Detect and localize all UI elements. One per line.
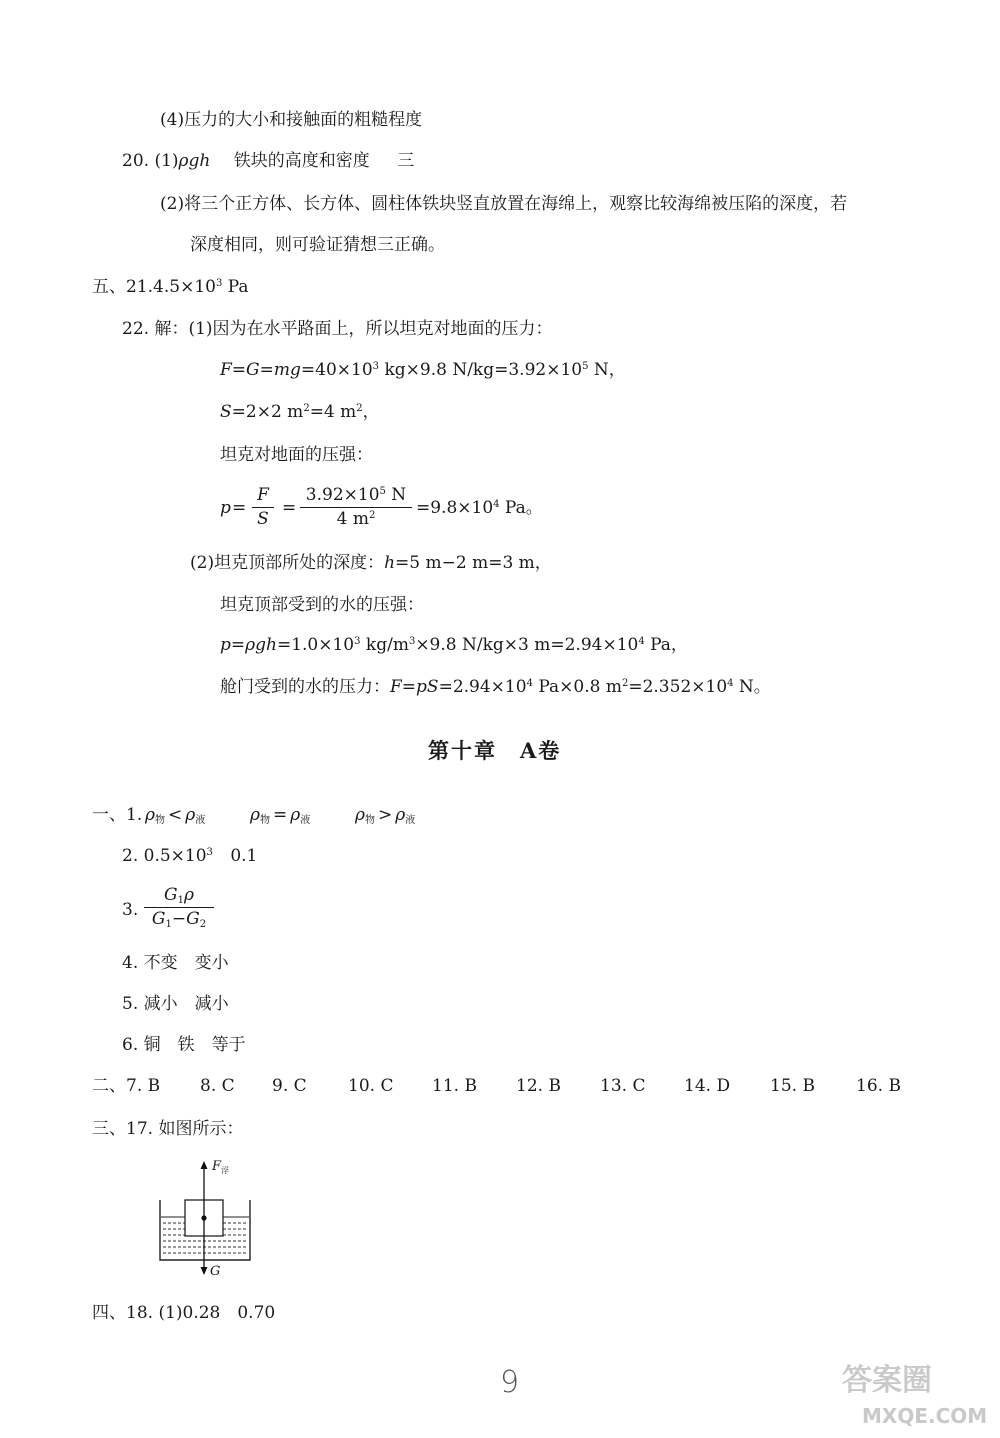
fraction-answer-3 xyxy=(144,886,214,928)
formula-text: =40×10 xyxy=(300,360,373,380)
fraction-bar xyxy=(300,507,412,508)
var-rho-g-h: ρgh xyxy=(245,635,277,655)
exponent: 2 xyxy=(356,403,363,414)
answer-21-value: 五、21.4.5×10 xyxy=(92,277,216,297)
formula-text: Pa×0.8 m xyxy=(532,677,622,697)
pressure-label xyxy=(220,447,373,464)
var-p: p xyxy=(220,635,231,655)
gravity-arrowhead xyxy=(201,1267,208,1275)
subscript: 液 xyxy=(300,815,311,826)
watermark-url: MXQE.COM xyxy=(862,1404,988,1428)
subscript: 浮 xyxy=(221,1166,230,1175)
exponent: 3 xyxy=(408,636,416,647)
question-number-1: 一、1. xyxy=(92,805,143,825)
water-pressure-label-text: 坦克顶部受到的水的压强： xyxy=(220,595,424,615)
answer-21 xyxy=(92,279,249,296)
formula-area xyxy=(220,404,380,421)
sub-label: (1) xyxy=(154,151,179,171)
answer-2 xyxy=(122,848,257,865)
var-G: G xyxy=(151,908,166,929)
buoyancy-arrowhead xyxy=(201,1161,208,1169)
chapter-title: 第十章 A卷 xyxy=(428,738,562,763)
subscript: 2 xyxy=(199,918,207,930)
answer-12: 12. B xyxy=(516,1076,561,1096)
fraction-denominator xyxy=(300,510,412,529)
var-F: F xyxy=(390,677,402,697)
var-p: p xyxy=(220,498,231,518)
question-number-20: 20. xyxy=(122,151,150,171)
formula-force xyxy=(220,362,626,379)
formula-text: Pa， xyxy=(644,635,688,655)
formula-text: ， xyxy=(362,402,380,422)
exponent: 4 xyxy=(493,499,500,510)
exponent: 5 xyxy=(379,486,386,497)
subscript: 物 xyxy=(365,815,375,826)
answer-16: 16. B xyxy=(856,1076,901,1096)
subscript: 1 xyxy=(165,918,172,930)
equals: = xyxy=(231,360,247,380)
answer-22-2-value: =5 m−2 m=3 m， xyxy=(395,553,552,573)
var-rho: ρ xyxy=(290,805,301,825)
equals: = xyxy=(401,677,417,697)
answer-text: 铁块的高度和密度 xyxy=(233,151,370,171)
unit: Pa xyxy=(222,277,249,297)
fraction-numerator xyxy=(300,486,412,505)
var-rho: ρ xyxy=(395,805,406,825)
relation-greater xyxy=(355,807,415,824)
answer-20-2-cont-text: 深度相同，则可验证猜想三正确。 xyxy=(190,235,445,255)
exponent: 2 xyxy=(621,678,629,689)
answer-20-2 xyxy=(160,196,847,213)
fraction-denominator xyxy=(144,910,214,929)
fraction-denominator: S xyxy=(257,508,269,529)
water-pressure-label xyxy=(220,597,424,614)
formula-rho-g-h: ρgh xyxy=(178,151,211,171)
exponent: 2 xyxy=(368,509,376,521)
formula-hatch-force xyxy=(220,679,771,696)
gravity-label: G xyxy=(210,1264,221,1279)
answer-8: 8. C xyxy=(200,1076,235,1096)
operator: > xyxy=(378,805,393,825)
var-G: G xyxy=(186,908,200,929)
var-pS: pS xyxy=(416,677,439,697)
numerator-unit: N xyxy=(385,485,407,505)
var-rho: ρ xyxy=(250,805,260,825)
formula-text: =2.94×10 xyxy=(438,677,527,697)
var-rho: ρ xyxy=(183,885,194,905)
var-G: G xyxy=(246,360,260,380)
operator: = xyxy=(273,805,288,825)
formula-text: N， xyxy=(588,360,626,380)
answer-9: 9. C xyxy=(272,1076,307,1096)
answer-19-4-text: (4)压力的大小和接触面的粗糙程度 xyxy=(160,110,423,130)
operator: < xyxy=(168,805,183,825)
subscript: 1 xyxy=(177,895,184,906)
formula-text: =2×2 m xyxy=(231,402,304,422)
var-rho: ρ xyxy=(145,805,155,825)
exponent: 5 xyxy=(582,361,589,372)
answer-7: 二、7. B xyxy=(92,1076,161,1096)
fraction-values xyxy=(300,486,412,528)
relation-less xyxy=(145,807,205,824)
exponent: 3 xyxy=(354,636,361,647)
equals: = xyxy=(230,635,246,655)
answer-20-2-text: (2)将三个正方体、长方体、圆柱体铁块竖直放置在海绵上，观察比较海绵被压陷的深度，若 xyxy=(160,194,848,214)
subscript: 液 xyxy=(195,815,206,826)
result-text: =9.8×10 xyxy=(416,498,494,518)
answer-20-1 xyxy=(122,153,414,170)
answer-4: 4. 不变 变小 xyxy=(122,953,229,973)
answer-13: 13. C xyxy=(600,1076,646,1096)
answer-2-text: 2. 0.5×10 xyxy=(122,846,207,866)
var-rho: ρ xyxy=(185,805,196,825)
answer-22-header xyxy=(122,321,553,338)
answer-14: 14. D xyxy=(684,1076,731,1096)
relation-equal xyxy=(250,807,310,824)
question-number-3: 3. xyxy=(122,900,139,920)
answer-17: 三、17. 如图所示： xyxy=(92,1119,244,1139)
fraction-F-over-S xyxy=(252,486,274,528)
formula-result xyxy=(416,500,543,517)
formula-text: =2.352×10 xyxy=(628,677,728,697)
exponent: 3 xyxy=(372,361,380,372)
formula-text: kg/m xyxy=(360,635,409,655)
equals: = xyxy=(259,360,274,380)
answer-10: 10. C xyxy=(348,1076,394,1096)
var-G: G xyxy=(164,885,178,905)
exponent: 2 xyxy=(303,403,310,414)
answer-text: 三 xyxy=(397,151,415,171)
answer-2-text: 0.1 xyxy=(224,846,258,866)
buoyancy-label xyxy=(212,1160,229,1173)
answer-22-2-text: (2)坦克顶部所处的深度： xyxy=(190,553,385,573)
fraction-bar xyxy=(144,907,214,908)
formula-text: kg×9.8 N/kg=3.92×10 xyxy=(379,360,583,380)
page-number: 9 xyxy=(500,1365,520,1400)
fraction-numerator xyxy=(144,886,214,905)
formula-label: 舱门受到的水的压力： xyxy=(220,677,390,697)
exponent: 3 xyxy=(206,847,213,858)
answer-11: 11. B xyxy=(432,1076,477,1096)
formula-text: ×9.8 N/kg×3 m=2.94×10 xyxy=(415,635,639,655)
var-h: h xyxy=(384,553,396,573)
fraction-numerator: F xyxy=(257,485,269,505)
result-unit: Pa。 xyxy=(499,498,543,518)
exponent: 4 xyxy=(727,678,734,689)
formula-text: =4 m xyxy=(309,402,357,422)
answer-22-header-text: 22. 解：(1)因为在水平路面上，所以坦克对地面的压力： xyxy=(122,319,553,339)
answer-15: 15. B xyxy=(770,1076,815,1096)
equals: = xyxy=(232,498,247,518)
subscript: 液 xyxy=(405,815,416,826)
subscript: 物 xyxy=(260,815,270,826)
formula-text: N。 xyxy=(733,677,771,697)
answer-18: 四、18. (1)0.28 0.70 xyxy=(92,1303,276,1323)
formula-water-pressure xyxy=(220,637,688,654)
answer-22-2 xyxy=(190,555,552,572)
numerator-text: 3.92×10 xyxy=(305,485,380,505)
var-F: F xyxy=(220,360,232,380)
formula-text: =1.0×10 xyxy=(276,635,355,655)
pressure-label-text: 坦克对地面的压强： xyxy=(220,445,373,465)
var-mg: mg xyxy=(273,360,301,380)
var-rho: ρ xyxy=(355,805,365,825)
exponent: 4 xyxy=(526,678,533,689)
equals: = xyxy=(282,498,297,518)
answer-5: 5. 减小 减小 xyxy=(122,994,229,1014)
subscript: 物 xyxy=(155,815,165,826)
operator: − xyxy=(171,908,187,929)
watermark-logo: 答案圈 xyxy=(842,1363,932,1398)
label-F: F xyxy=(212,1159,222,1174)
exponent: 4 xyxy=(638,636,645,647)
answer-19-4 xyxy=(160,112,422,129)
answer-20-2-cont xyxy=(190,237,445,254)
denominator-text: 4 m xyxy=(336,508,369,529)
exponent: 3 xyxy=(215,278,223,289)
answer-6: 6. 铜 铁 等于 xyxy=(122,1035,246,1055)
fraction-bar xyxy=(252,507,274,508)
var-S: S xyxy=(220,402,232,422)
